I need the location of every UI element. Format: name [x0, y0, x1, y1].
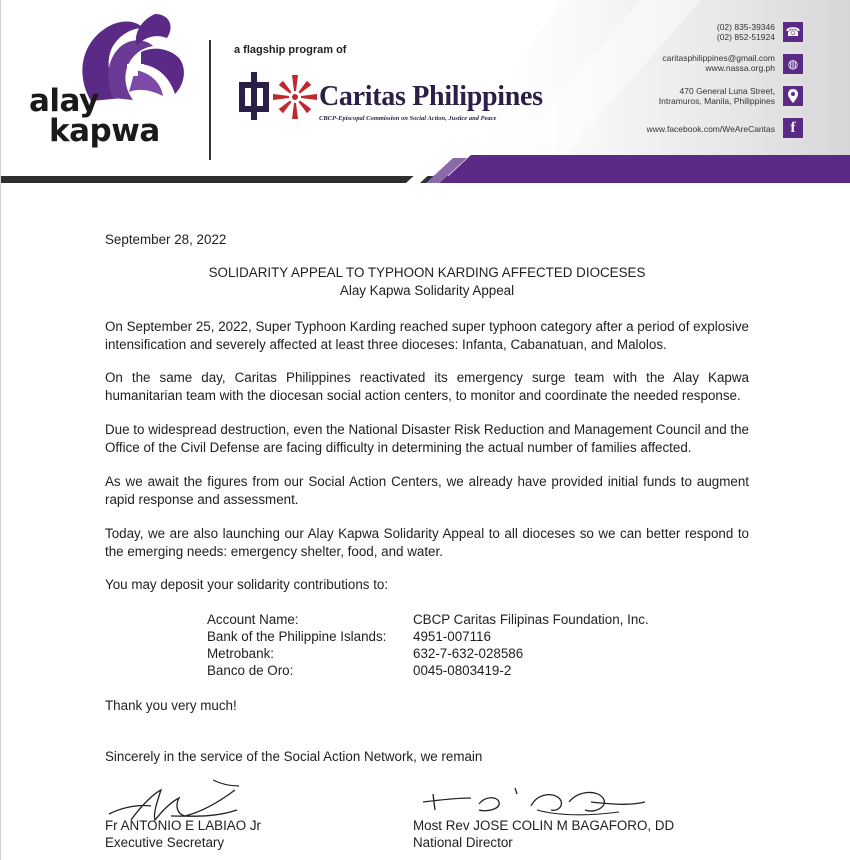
account-label: Account Name:	[207, 612, 299, 627]
signatory-name: Fr ANTONIO E LABIAO Jr	[105, 818, 262, 833]
paragraph-2: On the same day, Caritas Philippines reactivated its emergency surge team with the Alay Kapwa humanitarian team with the diocesan social action centers, to monitor and coordinate the needed response.	[105, 370, 749, 403]
account-label: Banco de Oro:	[207, 663, 294, 678]
website-link[interactable]: www.nassa.org.ph	[705, 63, 775, 73]
paragraph-6: You may deposit your solidarity contributions to:	[105, 577, 389, 592]
logo-kapwa-text: kapwa	[49, 113, 160, 149]
phone-1: (02) 835-39346	[716, 22, 775, 32]
signatory-name: Most Rev JOSE COLIN M BAGAFORO, DD	[413, 818, 675, 833]
address-line-1: 470 General Luna Street,	[679, 86, 775, 96]
closing-line: Sincerely in the service of the Social Action Network, we remain	[105, 749, 483, 764]
location-pin-icon	[783, 86, 803, 106]
letter-subtitle: Alay Kapwa Solidarity Appeal	[339, 283, 515, 298]
logo-alay-text: alay	[29, 83, 99, 119]
globe-icon: ◍	[783, 54, 803, 74]
flagship-label: a flagship program of	[234, 44, 347, 56]
account-value: 632-7-632-028586	[413, 646, 524, 661]
facebook-icon[interactable]: f	[783, 118, 803, 138]
paragraph-4: As we await the figures from our Social Action Centers, we already have provided initial funds to augment rapid response and assessment.	[105, 474, 749, 507]
caritas-subtitle: CBCP-Episcopal Commission on Social Action, Justice and Peace	[319, 115, 497, 122]
address-line-2: Intramuros, Manila, Philippines	[658, 96, 775, 106]
email-link[interactable]: caritasphilippines@gmail.com	[662, 53, 775, 63]
paragraph-3: Due to widespread destruction, even the National Disaster Risk Reduction and Management Council and the Office of the Civil Defense are facing difficulty in determining the actual number of families affected.	[105, 422, 749, 455]
contact-facebook	[647, 124, 775, 134]
signatory-role: National Director	[413, 835, 513, 850]
account-value: 4951-007116	[413, 629, 491, 644]
caritas-logo-icon	[237, 70, 317, 122]
account-value: CBCP Caritas Filipinas Foundation, Inc.	[413, 612, 649, 627]
facebook-link[interactable]: www.facebook.com/WeAreCaritas	[646, 124, 775, 134]
signatory-role: Executive Secretary	[105, 835, 225, 850]
account-label: Metrobank:	[207, 646, 274, 661]
letter-date: September 28, 2022	[105, 232, 227, 247]
phone-icon: ☎	[783, 22, 803, 42]
contact-phones	[717, 22, 775, 42]
thanks-line: Thank you very much!	[105, 698, 237, 713]
letterhead	[1, 0, 850, 185]
account-value: 0045-0803419-2	[413, 663, 512, 678]
header-divider	[209, 40, 211, 160]
contact-web	[662, 53, 775, 73]
paragraph-1: On September 25, 2022, Super Typhoon Karding reached super typhoon category after a period of explosive intensification and severely affected at least three dioceses: Infanta, Cabanatuan, and Malolos.	[105, 319, 749, 352]
contact-address	[659, 86, 775, 106]
account-label: Bank of the Philippine Islands:	[207, 629, 387, 644]
phone-2: (02) 852-51924	[716, 32, 775, 42]
paragraph-5: Today, we are also launching our Alay Kapwa Solidarity Appeal to all dioceses so we can better respond to the emerging needs: emergency shelter, food, and water.	[105, 526, 749, 559]
caritas-name: Caritas Philippines	[319, 81, 543, 112]
letter-title: SOLIDARITY APPEAL TO TYPHOON KARDING AFFECTED DIOCESES	[208, 265, 646, 280]
